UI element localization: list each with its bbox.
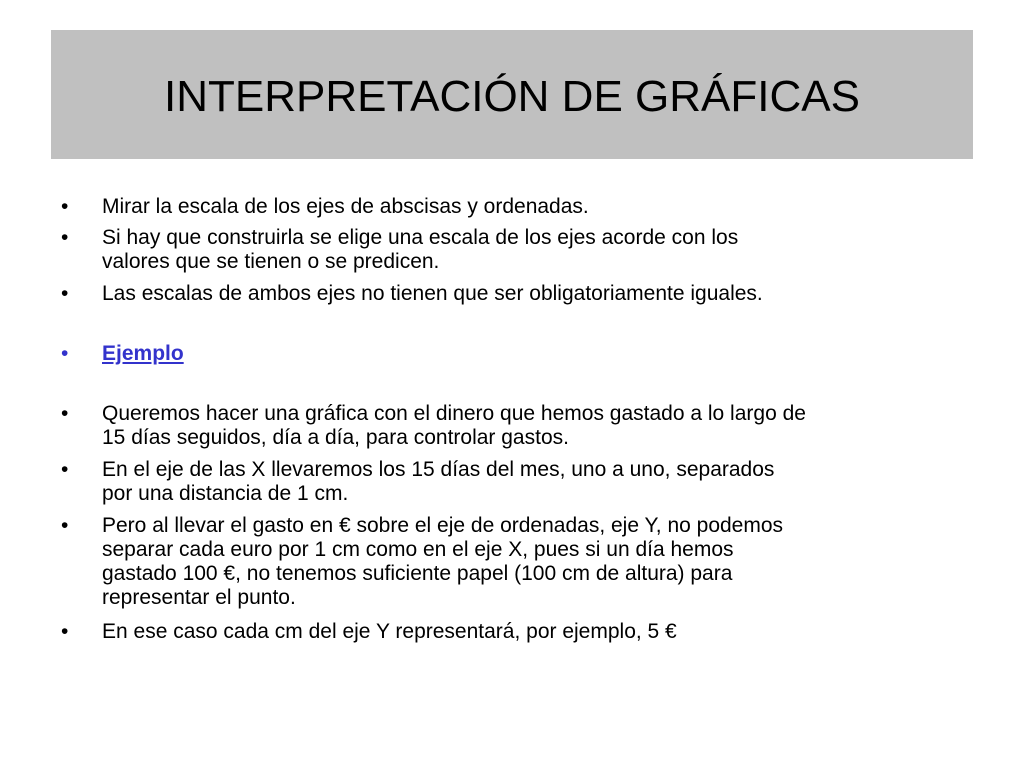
bullet-icon: •	[61, 402, 69, 425]
bullet-icon: •	[61, 620, 69, 643]
bullet-line: representar el punto.	[102, 586, 296, 609]
bullet-icon: •	[61, 458, 69, 481]
bullet-line: Las escalas de ambos ejes no tienen que ser obligatoriamente iguales.	[102, 282, 763, 305]
bullet-line: gastado 100 €, no tenemos suficiente papel (100 cm de altura) para	[102, 562, 733, 585]
bullet-text	[102, 282, 972, 306]
bullet-line: por una distancia de 1 cm.	[102, 482, 349, 505]
bullet-line: separar cada euro por 1 cm como en el eje X, pues si un día hemos	[102, 538, 734, 561]
bullet-text	[102, 514, 972, 610]
title-bar	[51, 30, 973, 159]
bullet-line: Si hay que construirla se elige una escala de los ejes acorde con los	[102, 226, 739, 249]
bullet-line: En el eje de las X llevaremos los 15 días del mes, uno a uno, separados	[102, 458, 775, 481]
bullet-line: Pero al llevar el gasto en € sobre el eje de ordenadas, eje Y, no podemos	[102, 514, 784, 537]
bullet-icon: •	[61, 226, 69, 249]
bullet-line: En ese caso cada cm del eje Y representará, por ejemplo, 5 €	[102, 620, 677, 643]
bullet-icon: •	[61, 342, 69, 365]
bullet-line: 15 días seguidos, día a día, para controlar gastos.	[102, 426, 569, 449]
bullet-text	[102, 226, 972, 274]
bullet-icon: •	[61, 514, 69, 537]
bullet-line: Mirar la escala de los ejes de abscisas y ordenadas.	[102, 195, 589, 218]
bullet-icon: •	[61, 282, 69, 305]
link-label[interactable]: Ejemplo	[102, 342, 184, 365]
bullet-line: Queremos hacer una gráfica con el dinero que hemos gastado a lo largo de	[102, 402, 806, 425]
bullet-text	[102, 402, 972, 450]
bullet-text	[102, 195, 972, 219]
bullet-line: valores que se tienen o se predicen.	[102, 250, 440, 273]
slide-title: INTERPRETACIÓN DE GRÁFICAS	[164, 71, 860, 121]
ejemplo-link[interactable]	[102, 342, 972, 366]
bullet-text	[102, 458, 972, 506]
bullet-icon: •	[61, 195, 69, 218]
bullet-text	[102, 620, 972, 644]
